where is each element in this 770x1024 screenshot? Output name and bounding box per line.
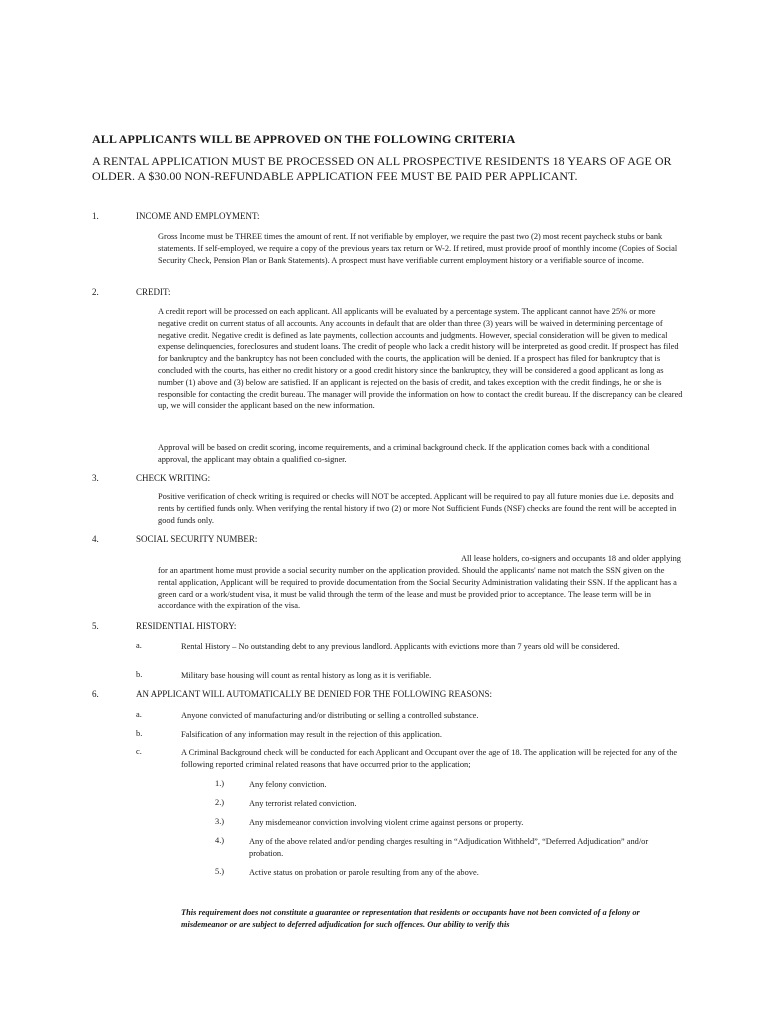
reason-text: Any terrorist related conviction. bbox=[249, 799, 357, 808]
reason-number: 1.) bbox=[215, 779, 225, 788]
footer-note: This requirement does not constitute a guarantee or representation that residents or occupants have not been convicted of a felony or misdemeanor or are subject to deferred adjudication for such offences. Our ability to verify this bbox=[181, 908, 640, 929]
list-letter: b. bbox=[136, 670, 143, 679]
reason-text: Any of the above related and/or pending charges resulting in “Adjudication Withheld”, “Deferred Adjudication” and/or probation. bbox=[249, 837, 649, 858]
denial-item: Anyone convicted of manufacturing and/or distributing or selling a controlled substance. bbox=[181, 711, 479, 720]
denial-item: Falsification of any information may result in the rejection of this application. bbox=[181, 730, 442, 739]
section-number: 1. bbox=[92, 211, 99, 221]
credit-paragraph: A credit report will be processed on each applicant. All applicants will be evaluated by a percentage system. The applicant cannot have 25% or more negative credit on current status of all accounts. Any accounts in default that are older than three (3) years will be waived in determining percentage of negative credit. Negative credit is defined as late payments, collection accounts and judgments. However, special consideration will be given to medical expense delinquencies, foreclosures and student loans. The credit of people who lack a credit history will be interpreted as good credit. If prospect has filed for bankruptcy and the bankruptcy has not been concluded with the courts, the application will be denied. If a prospect has filed for bankruptcy that is concluded with the courts, has either no credit history or a good credit history since the bankruptcy, they will be considered a good applicant as long as number (1) above and (3) below are satisfied. If an applicant is rejected on the basis of credit, and takes exception with the credit findings, he or she is responsible for contacting the credit bureau. The manager will provide the information on how to contact the credit bureau. If the discrepancy can be cleared up, we will consider the applicant based on the new information. bbox=[158, 307, 683, 411]
list-letter: a. bbox=[136, 641, 142, 650]
section-number: 5. bbox=[92, 621, 99, 631]
section-number: 6. bbox=[92, 689, 99, 699]
page-heading: ALL APPLICANTS WILL BE APPROVED ON THE FOLLOWING CRITERIA bbox=[92, 132, 516, 146]
income-paragraph: Gross Income must be THREE times the amount of rent. If not verifiable by employer, we require the past two (2) most recent paycheck stubs or bank statements. If self-employed, we require a copy of the previous years tax return or W-2. If retired, must provide proof of monthly income (Copies of Social Security Check, Pension Plan or Bank Statements). A prospect must have verifiable current employment history or a verifiable source of income. bbox=[158, 232, 678, 265]
military-housing-item: Military base housing will count as rental history as long as it is verifiable. bbox=[181, 671, 432, 680]
section-number: 3. bbox=[92, 473, 99, 483]
reason-text: Any misdemeanor conviction involving violent crime against persons or property. bbox=[249, 818, 524, 827]
list-letter: a. bbox=[136, 710, 142, 719]
section-title-check-writing: CHECK WRITING: bbox=[136, 473, 211, 483]
section-title-ssn: SOCIAL SECURITY NUMBER: bbox=[136, 534, 258, 544]
reason-number: 4.) bbox=[215, 836, 225, 845]
check-writing-paragraph: Positive verification of check writing is required or checks will NOT be accepted. Applicant will be required to pay all future monies due i.e. deposits and rents by certified funds only. When verifying the rental history if two (2) or more Not Sufficient Funds (NSF) checks are found the rent will be accepted in good funds only. bbox=[158, 492, 677, 525]
list-letter: c. bbox=[136, 747, 142, 756]
section-number: 4. bbox=[92, 534, 99, 544]
list-letter: b. bbox=[136, 729, 143, 738]
section-title-income: INCOME AND EMPLOYMENT: bbox=[136, 211, 260, 221]
rental-history-item: Rental History – No outstanding debt to any previous landlord. Applicants with evictions more than 7 years old will be considered. bbox=[181, 642, 620, 651]
approval-paragraph: Approval will be based on credit scoring, income requirements, and a criminal background check. If the application comes back with a conditional approval, the applicant may obtain a qualified co-signer. bbox=[158, 443, 650, 464]
reason-number: 2.) bbox=[215, 798, 225, 807]
reason-number: 3.) bbox=[215, 817, 225, 826]
denial-item: A Criminal Background check will be conducted for each Applicant and Occupant over the age of 18. The application will be rejected for any of the following reported criminal related reasons that have occurred prior to the application; bbox=[181, 748, 678, 769]
section-number: 2. bbox=[92, 287, 99, 297]
ssn-paragraph: for an apartment home must provide a social security number on the application provided. Should the applicants' name not match the SSN given on the rental application, Applicant will be required to provide documentation from the Social Security Administration validating their SSN. If the applicant has a green card or a work/student visa, it must be valid through the term of the lease and must be provided prior to acceptance. The lease term will be in accordance with the expiration of the visa. bbox=[158, 566, 677, 611]
ssn-block bbox=[158, 553, 683, 565]
reason-text: Any felony conviction. bbox=[249, 780, 327, 789]
ssn-lead-line: All lease holders, co-signers and occupants 18 and older applying bbox=[460, 554, 681, 563]
section-title-residential: RESIDENTIAL HISTORY: bbox=[136, 621, 237, 631]
reason-number: 5.) bbox=[215, 867, 225, 876]
section-title-denial: AN APPLICANT WILL AUTOMATICALLY BE DENIED FOR THE FOLLOWING REASONS: bbox=[136, 689, 493, 699]
reason-text: Active status on probation or parole resulting from any of the above. bbox=[249, 868, 479, 877]
intro-paragraph: A RENTAL APPLICATION MUST BE PROCESSED ON ALL PROSPECTIVE RESIDENTS 18 YEARS OF AGE OR OLDER. A $30.00 NON-REFUNDABLE APPLICATION FEE MUST BE PAID PER APPLICANT. bbox=[92, 154, 672, 183]
section-title-credit: CREDIT: bbox=[136, 287, 171, 297]
